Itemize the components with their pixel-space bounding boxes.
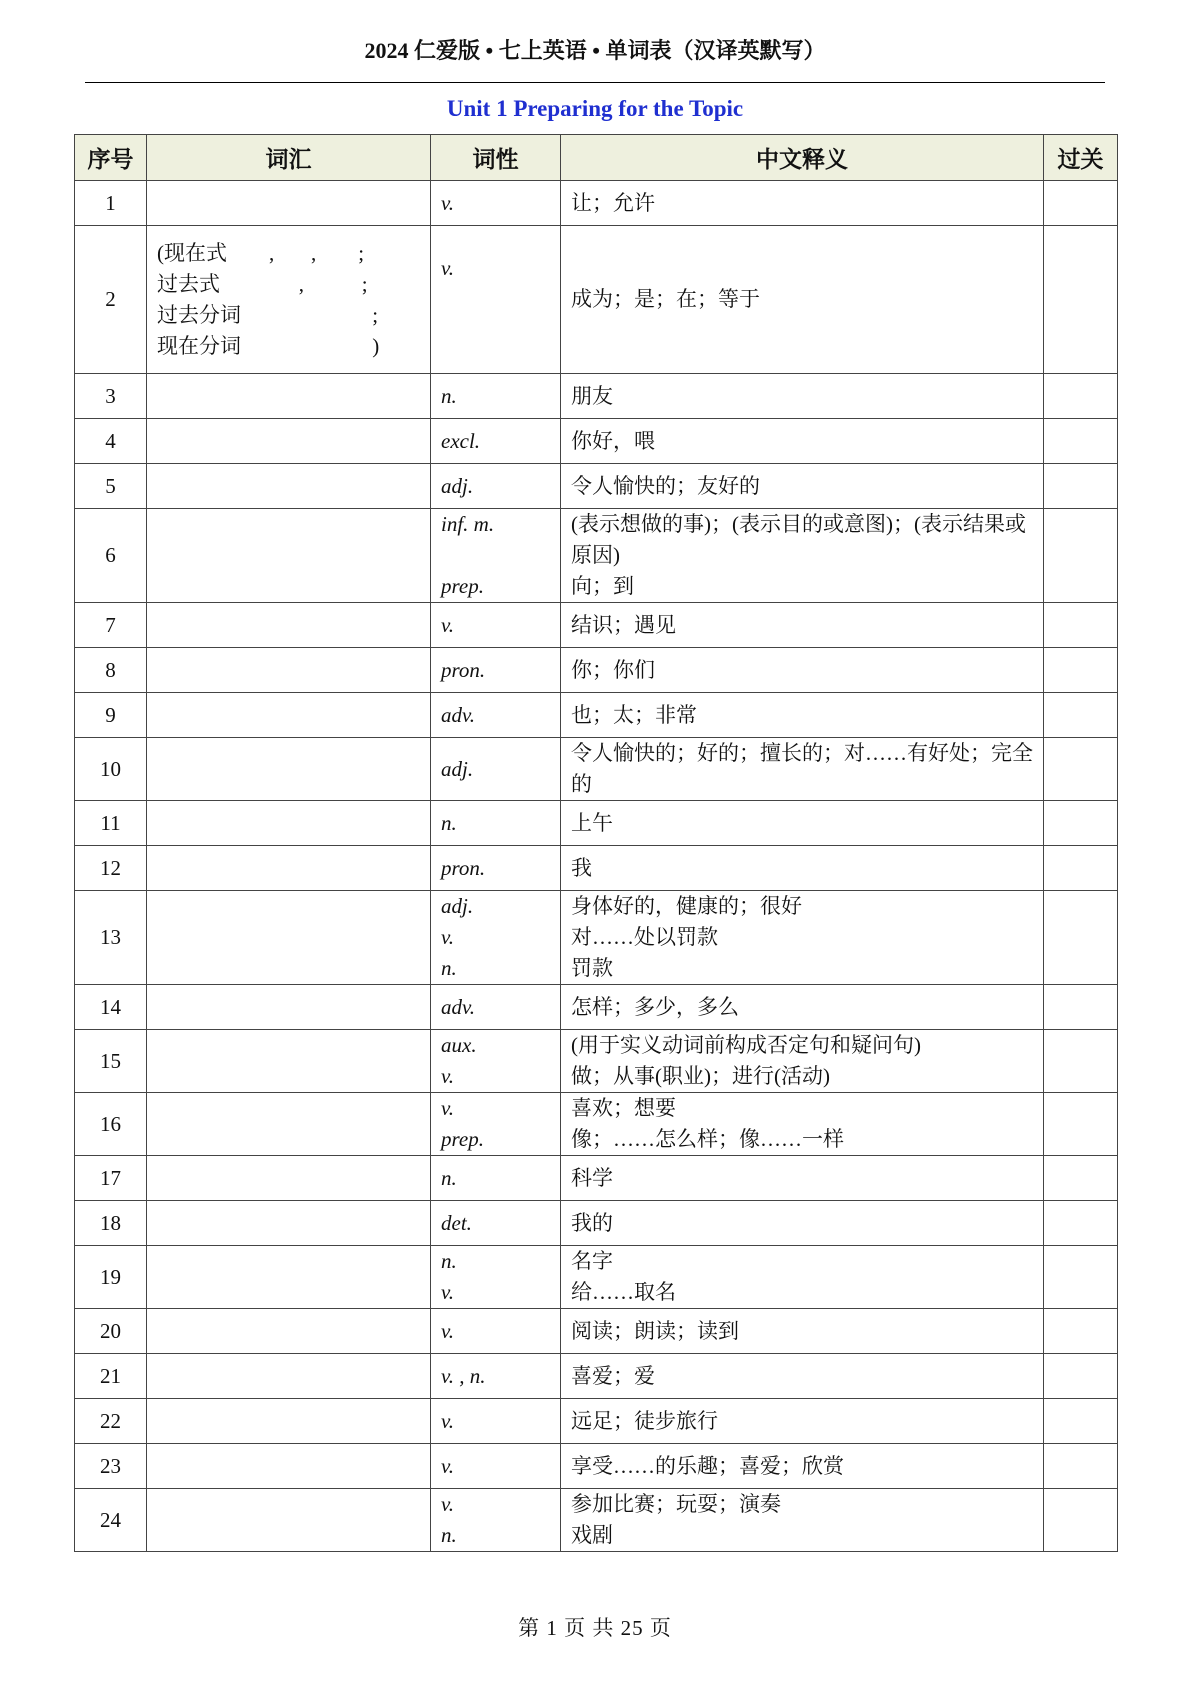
table-row [75, 846, 1118, 891]
part-of-speech-cell [431, 1399, 561, 1444]
part-of-speech-label: v. [441, 1408, 455, 1433]
definition-cell [561, 226, 1044, 374]
definition-text: 结识；遇见 [571, 612, 676, 637]
row-number-cell: 16 [75, 1093, 147, 1156]
document-title: 2024 仁爱版 • 七上英语 • 单词表（汉译英默写） [364, 38, 826, 63]
part-of-speech-cell [431, 1201, 561, 1246]
part-of-speech-label: v. [441, 925, 455, 949]
definition-cell [561, 738, 1044, 801]
definition-text: 我的 [571, 1210, 613, 1235]
column-header-part-of-speech: 词性 [431, 135, 561, 181]
definition-cell [561, 1156, 1044, 1201]
part-of-speech-label: v. [441, 256, 455, 280]
word-answer-cell[interactable] [147, 801, 431, 846]
part-of-speech-cell [431, 648, 561, 693]
part-of-speech-cell [431, 374, 561, 419]
vocabulary-table [74, 134, 1118, 1552]
verb-form-prompt: 现在分词 ) [157, 333, 380, 358]
spacer-line [441, 315, 550, 346]
table-row [75, 1156, 1118, 1201]
unit-title: Unit 1 Preparing for the Topic [446, 96, 744, 121]
part-of-speech-label: prep. [441, 1127, 484, 1151]
definition-text: (表示想做的事)；(表示目的或意图)；(表示结果或原因) [571, 512, 1026, 567]
definition-cell [561, 181, 1044, 226]
definition-text: 令人愉快的；好的；擅长的；对……有好处；完全的 [571, 741, 1033, 796]
row-number-cell: 9 [75, 693, 147, 738]
part-of-speech-label: aux. [441, 1033, 477, 1057]
word-answer-cell[interactable] [147, 846, 431, 891]
definition-text: 喜欢；想要 [571, 1096, 676, 1120]
definition-cell [561, 846, 1044, 891]
table-row [75, 464, 1118, 509]
table-row [75, 1030, 1118, 1093]
pass-check-cell[interactable] [1044, 1309, 1118, 1354]
pass-check-cell[interactable] [1044, 1399, 1118, 1444]
definition-cell [561, 1309, 1044, 1354]
definition-text: 你好，喂 [571, 428, 655, 453]
definition-cell [561, 509, 1044, 603]
word-answer-cell[interactable] [147, 693, 431, 738]
table-row [75, 1354, 1118, 1399]
word-answer-cell[interactable] [147, 1444, 431, 1489]
pass-check-cell[interactable] [1044, 1246, 1118, 1309]
definition-cell [561, 1399, 1044, 1444]
word-answer-cell[interactable] [147, 985, 431, 1030]
row-number-cell: 8 [75, 648, 147, 693]
part-of-speech-label: adv. [441, 702, 476, 727]
table-row [75, 374, 1118, 419]
definition-text: 向；到 [571, 574, 634, 598]
pass-check-cell[interactable] [1044, 801, 1118, 846]
pass-check-cell[interactable] [1044, 1489, 1118, 1552]
definition-cell [561, 1030, 1044, 1093]
definition-text: 喜爱；爱 [571, 1363, 655, 1388]
pass-check-cell[interactable] [1044, 1030, 1118, 1093]
part-of-speech-label: inf. m. [441, 512, 495, 536]
part-of-speech-cell [431, 603, 561, 648]
part-of-speech-label: n. [441, 810, 457, 835]
document-header [85, 34, 1105, 83]
definition-text: 身体好的，健康的；很好 [571, 894, 802, 918]
part-of-speech-label: adj. [441, 894, 474, 918]
part-of-speech-cell [431, 738, 561, 801]
table-row [75, 648, 1118, 693]
table-row [75, 419, 1118, 464]
word-answer-cell[interactable] [147, 1093, 431, 1156]
definition-text: (用于实义动词前构成否定句和疑问句) [571, 1033, 921, 1057]
spacer-line [441, 284, 550, 315]
definition-text: 做；从事(职业)；进行(活动) [571, 1064, 830, 1088]
word-answer-cell[interactable] [147, 1030, 431, 1093]
part-of-speech-label: v. [441, 1453, 455, 1478]
row-number-cell: 17 [75, 1156, 147, 1201]
row-number-cell: 13 [75, 891, 147, 985]
part-of-speech-cell [431, 1354, 561, 1399]
definition-cell [561, 1246, 1044, 1309]
verb-form-prompt: (现在式 , , ; [157, 240, 365, 265]
word-answer-cell[interactable] [147, 1156, 431, 1201]
word-answer-cell[interactable] [147, 603, 431, 648]
word-answer-cell[interactable] [147, 1354, 431, 1399]
table-row [75, 1444, 1118, 1489]
definition-cell [561, 693, 1044, 738]
table-row [75, 603, 1118, 648]
part-of-speech-label: v. [441, 612, 455, 637]
row-number-cell: 7 [75, 603, 147, 648]
part-of-speech-cell [431, 801, 561, 846]
pass-check-cell[interactable] [1044, 738, 1118, 801]
part-of-speech-label: v. [441, 1280, 455, 1304]
pass-check-cell[interactable] [1044, 1444, 1118, 1489]
row-number-cell: 19 [75, 1246, 147, 1309]
pass-check-cell[interactable] [1044, 374, 1118, 419]
definition-cell [561, 801, 1044, 846]
pass-check-cell[interactable] [1044, 1093, 1118, 1156]
definition-text: 给……取名 [571, 1280, 676, 1304]
row-number-cell: 5 [75, 464, 147, 509]
part-of-speech-label: adj. [441, 473, 474, 498]
part-of-speech-cell [431, 891, 561, 985]
part-of-speech-cell [431, 1489, 561, 1552]
part-of-speech-cell [431, 226, 561, 374]
table-row [75, 509, 1118, 603]
part-of-speech-label: v. , n. [441, 1363, 486, 1388]
table-row [75, 1246, 1118, 1309]
part-of-speech-label: v. [441, 1064, 455, 1088]
spacer-line [441, 540, 550, 571]
definition-text: 令人愉快的；友好的 [571, 473, 760, 498]
table-header-row [75, 135, 1118, 181]
row-number-cell: 10 [75, 738, 147, 801]
part-of-speech-label: pron. [441, 855, 486, 880]
part-of-speech-cell [431, 464, 561, 509]
column-header-number: 序号 [75, 135, 147, 181]
definition-text: 远足；徒步旅行 [571, 1408, 718, 1433]
pass-check-cell[interactable] [1044, 846, 1118, 891]
definition-text: 你；你们 [571, 657, 655, 682]
pass-check-cell[interactable] [1044, 693, 1118, 738]
row-number-cell: 22 [75, 1399, 147, 1444]
definition-text: 怎样；多少，多么 [571, 994, 739, 1019]
definition-text: 参加比赛；玩耍；演奏 [571, 1492, 781, 1516]
part-of-speech-cell [431, 1444, 561, 1489]
part-of-speech-cell [431, 419, 561, 464]
part-of-speech-cell [431, 509, 561, 603]
pass-check-cell[interactable] [1044, 464, 1118, 509]
table-row [75, 1309, 1118, 1354]
part-of-speech-cell [431, 1246, 561, 1309]
table-row [75, 693, 1118, 738]
definition-text: 科学 [571, 1165, 613, 1190]
table-row [75, 1201, 1118, 1246]
row-number-cell: 15 [75, 1030, 147, 1093]
definition-cell [561, 1354, 1044, 1399]
part-of-speech-label: v. [441, 190, 455, 215]
column-header-definition: 中文释义 [561, 135, 1044, 181]
part-of-speech-label: n. [441, 383, 457, 408]
pass-check-cell[interactable] [1044, 648, 1118, 693]
word-answer-cell[interactable] [147, 1201, 431, 1246]
pass-check-cell[interactable] [1044, 226, 1118, 374]
part-of-speech-label: n. [441, 1165, 457, 1190]
table-row [75, 985, 1118, 1030]
row-number-cell: 2 [75, 226, 147, 374]
row-number-cell: 6 [75, 509, 147, 603]
part-of-speech-cell [431, 1093, 561, 1156]
part-of-speech-label: n. [441, 956, 457, 980]
verb-form-prompt: 过去式 , ; [157, 271, 368, 296]
word-answer-cell[interactable] [147, 1399, 431, 1444]
pass-check-cell[interactable] [1044, 603, 1118, 648]
definition-text: 让；允许 [571, 190, 655, 215]
row-number-cell: 23 [75, 1444, 147, 1489]
part-of-speech-label: n. [441, 1249, 457, 1273]
definition-text: 成为；是；在；等于 [571, 287, 760, 311]
table-row [75, 181, 1118, 226]
definition-text: 戏剧 [571, 1523, 613, 1547]
definition-cell [561, 648, 1044, 693]
definition-cell [561, 419, 1044, 464]
row-number-cell: 3 [75, 374, 147, 419]
row-number-cell: 14 [75, 985, 147, 1030]
definition-cell [561, 1489, 1044, 1552]
word-answer-cell[interactable] [147, 226, 431, 374]
part-of-speech-label: v. [441, 1318, 455, 1343]
column-header-pass: 过关 [1044, 135, 1118, 181]
part-of-speech-label: adj. [441, 756, 474, 781]
row-number-cell: 4 [75, 419, 147, 464]
definition-text: 也；太；非常 [571, 702, 697, 727]
table-body [75, 181, 1118, 1552]
definition-text: 朋友 [571, 383, 613, 408]
row-number-cell: 12 [75, 846, 147, 891]
definition-text: 对……处以罚款 [571, 925, 718, 949]
row-number-cell: 21 [75, 1354, 147, 1399]
pass-check-cell[interactable] [1044, 1156, 1118, 1201]
definition-cell [561, 603, 1044, 648]
definition-cell [561, 985, 1044, 1030]
table-row [75, 1399, 1118, 1444]
part-of-speech-label: det. [441, 1210, 472, 1235]
pass-check-cell[interactable] [1044, 181, 1118, 226]
table-row [75, 801, 1118, 846]
part-of-speech-label: pron. [441, 657, 486, 682]
word-answer-cell[interactable] [147, 419, 431, 464]
word-answer-cell[interactable] [147, 891, 431, 985]
pass-check-cell[interactable] [1044, 1354, 1118, 1399]
table-row [75, 1093, 1118, 1156]
word-answer-cell[interactable] [147, 464, 431, 509]
page-number: 第 1 页 共 25 页 [518, 1616, 672, 1640]
definition-text: 我 [571, 855, 592, 880]
word-answer-cell[interactable] [147, 1309, 431, 1354]
definition-cell [561, 891, 1044, 985]
word-answer-cell[interactable] [147, 374, 431, 419]
word-answer-cell[interactable] [147, 1489, 431, 1552]
word-answer-cell[interactable] [147, 181, 431, 226]
verb-form-prompt: 过去分词 ; [157, 302, 379, 327]
word-answer-cell[interactable] [147, 509, 431, 603]
part-of-speech-label: adv. [441, 994, 476, 1019]
part-of-speech-label: excl. [441, 428, 481, 453]
part-of-speech-cell [431, 181, 561, 226]
table-row [75, 738, 1118, 801]
definition-cell [561, 374, 1044, 419]
part-of-speech-cell [431, 846, 561, 891]
definition-text: 阅读；朗读；读到 [571, 1318, 739, 1343]
definition-cell [561, 464, 1044, 509]
part-of-speech-label: prep. [441, 574, 484, 598]
word-answer-cell[interactable] [147, 648, 431, 693]
part-of-speech-label: n. [441, 1523, 457, 1547]
column-header-word: 词汇 [147, 135, 431, 181]
part-of-speech-cell [431, 693, 561, 738]
pass-check-cell[interactable] [1044, 509, 1118, 603]
part-of-speech-cell [431, 1030, 561, 1093]
definition-text: 享受……的乐趣；喜爱；欣赏 [571, 1453, 844, 1478]
row-number-cell: 24 [75, 1489, 147, 1552]
definition-text: 上午 [571, 810, 613, 835]
pass-check-cell[interactable] [1044, 985, 1118, 1030]
pass-check-cell[interactable] [1044, 419, 1118, 464]
table-row [75, 226, 1118, 374]
definition-text: 罚款 [571, 956, 613, 980]
pass-check-cell[interactable] [1044, 891, 1118, 985]
word-answer-cell[interactable] [147, 1246, 431, 1309]
pass-check-cell[interactable] [1044, 1201, 1118, 1246]
row-number-cell: 11 [75, 801, 147, 846]
definition-cell [561, 1444, 1044, 1489]
row-number-cell: 18 [75, 1201, 147, 1246]
table-row [75, 1489, 1118, 1552]
table-row [75, 891, 1118, 985]
word-answer-cell[interactable] [147, 738, 431, 801]
definition-text: 名字 [571, 1249, 613, 1273]
row-number-cell: 20 [75, 1309, 147, 1354]
definition-cell [561, 1093, 1044, 1156]
row-number-cell: 1 [75, 181, 147, 226]
part-of-speech-cell [431, 1309, 561, 1354]
part-of-speech-label: v. [441, 1096, 455, 1120]
part-of-speech-cell [431, 1156, 561, 1201]
part-of-speech-label: v. [441, 1492, 455, 1516]
part-of-speech-cell [431, 985, 561, 1030]
definition-cell [561, 1201, 1044, 1246]
definition-text: 像；……怎么样；像……一样 [571, 1127, 844, 1151]
